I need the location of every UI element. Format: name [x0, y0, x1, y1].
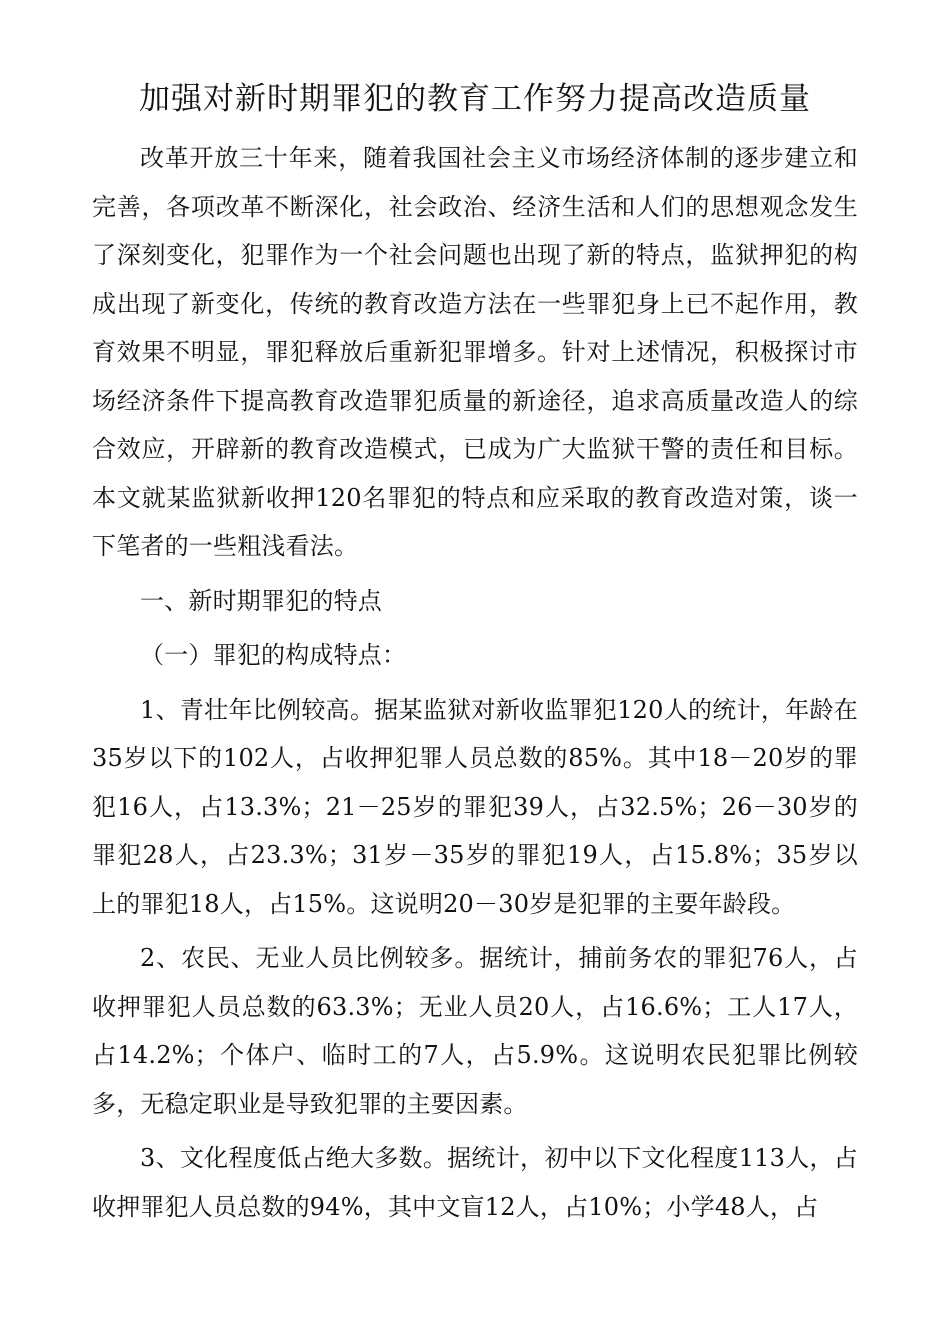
- body-paragraph-education: 3、文化程度低占绝大多数。据统计，初中以下文化程度113人，占收押罪犯人员总数的94%，其中文盲12人，占10%；小学48人，占: [92, 1144, 858, 1221]
- section-heading: 一、新时期罪犯的特点: [140, 586, 382, 615]
- intro-paragraph: 改革开放三十年来，随着我国社会主义市场经济体制的逐步建立和完善，各项改革不断深化，社会政治、经济生活和人们的思想观念发生了深刻变化，犯罪作为一个社会问题也出现了新的特点，监狱押犯的构成出现了新变化，传统的教育改造方法在一些罪犯身上已不起作用，教育效果不明显，罪犯释放后重新犯罪增多。针对上述情况，积极探讨市场经济条件下提高教育改造罪犯质量的新途径，追求高质量改造人的综合效应，开辟新的教育改造模式，已成为广大监狱干警的责任和目标。本文就某监狱新收押120名罪犯的特点和应采取的教育改造对策，谈一下笔者的一些粗浅看法。: [92, 144, 858, 560]
- body-paragraph-age: 1、青壮年比例较高。据某监狱对新收监罪犯120人的统计，年龄在35岁以下的102人，占收押犯罪人员总数的85%。其中18－20岁的罪犯16人，占13.3%；21－25岁的罪犯39人，占32.5%；26－30岁的罪犯28人，占23.3%；31岁－35岁的罪犯19人，占15.8%；35岁以上的罪犯18人，占15%。这说明20－30岁是犯罪的主要年龄段。: [92, 695, 858, 918]
- body-paragraph-occupation: 2、农民、无业人员比例较多。据统计，捕前务农的罪犯76人，占收押罪犯人员总数的63.3%；无业人员20人，占16.6%；工人17人，占14.2%；个体户、临时工的7人，占5.9%。这说明农民犯罪比例较多，无稳定职业是导致犯罪的主要因素。: [92, 944, 858, 1118]
- subsection-heading: （一）罪犯的构成特点：: [140, 641, 407, 669]
- document-title: 加强对新时期罪犯的教育工作努力提高改造质量: [139, 81, 811, 117]
